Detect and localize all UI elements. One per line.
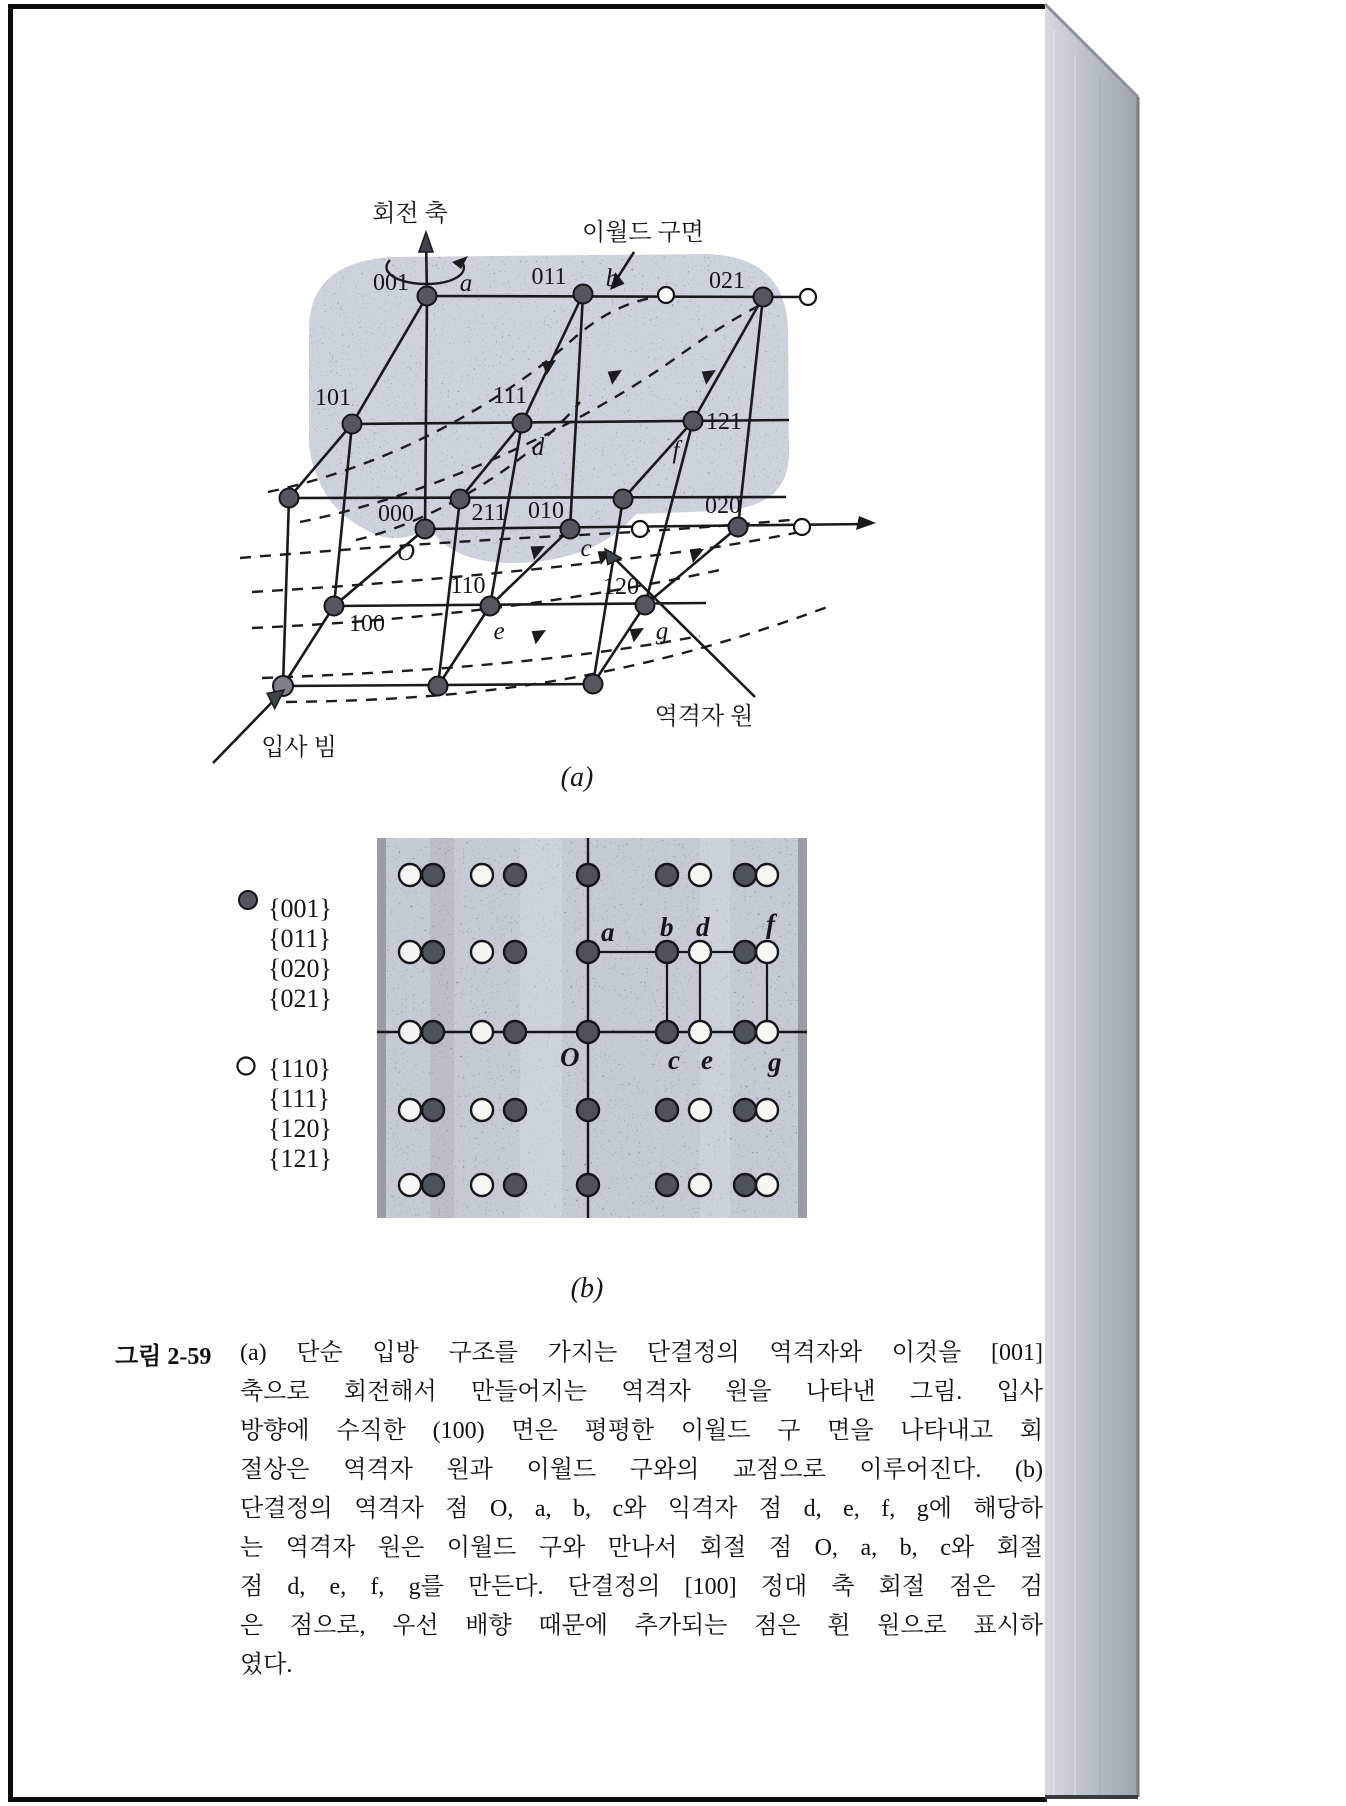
pattern-label-O: O [560, 1042, 580, 1072]
pattern-dot-open [756, 1021, 778, 1043]
pattern-dot-open [756, 864, 778, 886]
label-a: a [459, 270, 473, 297]
pattern-dot-open [689, 1021, 711, 1043]
pattern-dot-open [689, 1099, 711, 1121]
pattern-label-d: d [696, 912, 710, 942]
pattern-dot-open [471, 1099, 493, 1121]
pattern-label-b: b [660, 912, 674, 942]
label-O: O [396, 539, 416, 566]
pattern-dot-filled [422, 941, 444, 963]
label-d: d [531, 434, 545, 461]
pattern-dot-open [471, 941, 493, 963]
hkl-101: 101 [315, 385, 351, 411]
sublabel-a: (a) [560, 762, 594, 793]
pattern-dot-open [689, 864, 711, 886]
pattern-dot-open [399, 941, 421, 963]
figure-a [213, 200, 876, 793]
caption-line: 였다. [240, 1652, 293, 1678]
label-f: f [672, 437, 680, 464]
pattern-dot-filled [422, 1099, 444, 1121]
figure-caption [115, 1334, 1043, 1685]
pattern-dot-filled [504, 941, 526, 963]
caption-line: 점 d, e, f, g를 만든다. 단결정의 [100] 정대 축 회절 점은 검 [240, 1574, 1043, 1600]
pattern-dot-filled [577, 1174, 599, 1196]
pattern-dot-filled [577, 1099, 599, 1121]
reciprocal-circle-label-arrow [599, 545, 755, 697]
caption-line: 절상은 역격자 원과 이월드 구와의 교점으로 이루어진다. (b) [240, 1457, 1043, 1483]
pattern-dot-filled [734, 1021, 756, 1043]
label-c: c [580, 535, 592, 562]
hkl-001: 001 [373, 270, 409, 296]
pattern-dot-filled [734, 1099, 756, 1121]
legend-item: {001} [268, 894, 332, 923]
legend-filled-dot-icon [239, 891, 257, 909]
legend-item: {121} [268, 1144, 332, 1173]
reciprocal-circle-label: 역격자 원 [654, 704, 754, 730]
legend-item: {011} [268, 924, 331, 953]
pattern-label-c: c [668, 1045, 680, 1075]
label-b: b [605, 265, 619, 292]
figure-b-legend [238, 891, 332, 1173]
caption-line: 축으로 회전해서 만들어지는 역격자 원을 나타낸 그림. 입사 [240, 1379, 1043, 1405]
hkl-120: 120 [603, 574, 639, 600]
pattern-dot-open [756, 1174, 778, 1196]
legend-item: {110} [268, 1054, 331, 1083]
pattern-dot-open [689, 941, 711, 963]
hkl-121: 121 [706, 409, 742, 435]
pattern-dot-filled [577, 941, 599, 963]
incident-beam-label: 입사 빔 [261, 735, 337, 761]
hkl-110: 110 [450, 573, 486, 599]
pattern-dot-open [471, 864, 493, 886]
pattern-dot-filled [577, 1021, 599, 1043]
pattern-dot-filled [656, 1099, 678, 1121]
pattern-dot-open [399, 864, 421, 886]
label-e: e [493, 618, 505, 645]
pattern-dot-filled [656, 1174, 678, 1196]
legend-item: {120} [268, 1114, 332, 1143]
pattern-dot-open [399, 1021, 421, 1043]
pattern-label-f: f [766, 909, 775, 939]
caption-line: (a) 단순 입방 구조를 가지는 단결정의 역격자와 이것을 [001] [240, 1340, 1043, 1366]
hkl-100: 100 [349, 611, 385, 637]
pattern-dot-filled [656, 864, 678, 886]
pattern-dot-filled [504, 1099, 526, 1121]
legend-open-dot-icon [238, 1058, 255, 1075]
hkl-211: 211 [471, 500, 507, 526]
hkl-011: 011 [531, 264, 567, 290]
pattern-label-a: a [601, 917, 615, 947]
pattern-dot-filled [422, 864, 444, 886]
caption-line: 은 점으로, 우선 배향 때문에 추가되는 점은 휜 원으로 표시하 [240, 1613, 1043, 1639]
legend-item: {021} [268, 984, 332, 1013]
pattern-dot-open [471, 1174, 493, 1196]
label-g: g [655, 618, 669, 645]
hkl-010: 010 [528, 498, 564, 524]
rotation-axis-label: 회전 축 [372, 201, 448, 227]
pattern-label-g: g [768, 1047, 782, 1077]
caption-text [240, 1334, 1043, 1685]
pattern-dot-open [756, 1099, 778, 1121]
pattern-dot-filled [504, 1021, 526, 1043]
hkl-021: 021 [709, 268, 745, 294]
pattern-dot-open [689, 1174, 711, 1196]
pattern-dot-filled [422, 1174, 444, 1196]
pattern-dot-open [756, 941, 778, 963]
figure-b [238, 838, 808, 1304]
sublabel-b: (b) [570, 1273, 604, 1304]
book-pages-edge [1045, 4, 1138, 1797]
pattern-dot-filled [504, 864, 526, 886]
hkl-111: 111 [492, 383, 528, 409]
legend-item: {020} [268, 954, 332, 983]
pattern-dot-filled [734, 1174, 756, 1196]
hkl-020: 020 [705, 493, 741, 519]
caption-line: 단결정의 역격자 점 O, a, b, c와 익격자 점 d, e, f, g에 해당하 [240, 1496, 1043, 1522]
pattern-dot-filled [577, 864, 599, 886]
k-axis-arrowhead [856, 516, 876, 530]
pattern-dot-open [471, 1021, 493, 1043]
pattern-dot-filled [656, 1021, 678, 1043]
pattern-dot-filled [504, 1174, 526, 1196]
pattern-dot-filled [422, 1021, 444, 1043]
legend-item: {111} [268, 1084, 331, 1113]
pattern-dot-filled [656, 941, 678, 963]
ewald-sphere-label: 이월드 구면 [582, 220, 704, 246]
pattern-dot-open [399, 1174, 421, 1196]
pattern-dot-open [399, 1099, 421, 1121]
hkl-000: 000 [378, 501, 414, 527]
pattern-dot-filled [734, 864, 756, 886]
caption-line: 는 역격자 원은 이월드 구와 만나서 회절 점 O, a, b, c와 회절 [240, 1535, 1043, 1561]
pattern-label-e: e [701, 1045, 713, 1075]
caption-line: 방향에 수직한 (100) 면은 평평한 이월드 구 면을 나타내고 회 [240, 1418, 1043, 1444]
figure-number: 그림 2-59 [115, 1344, 212, 1370]
pattern-dot-filled [734, 941, 756, 963]
